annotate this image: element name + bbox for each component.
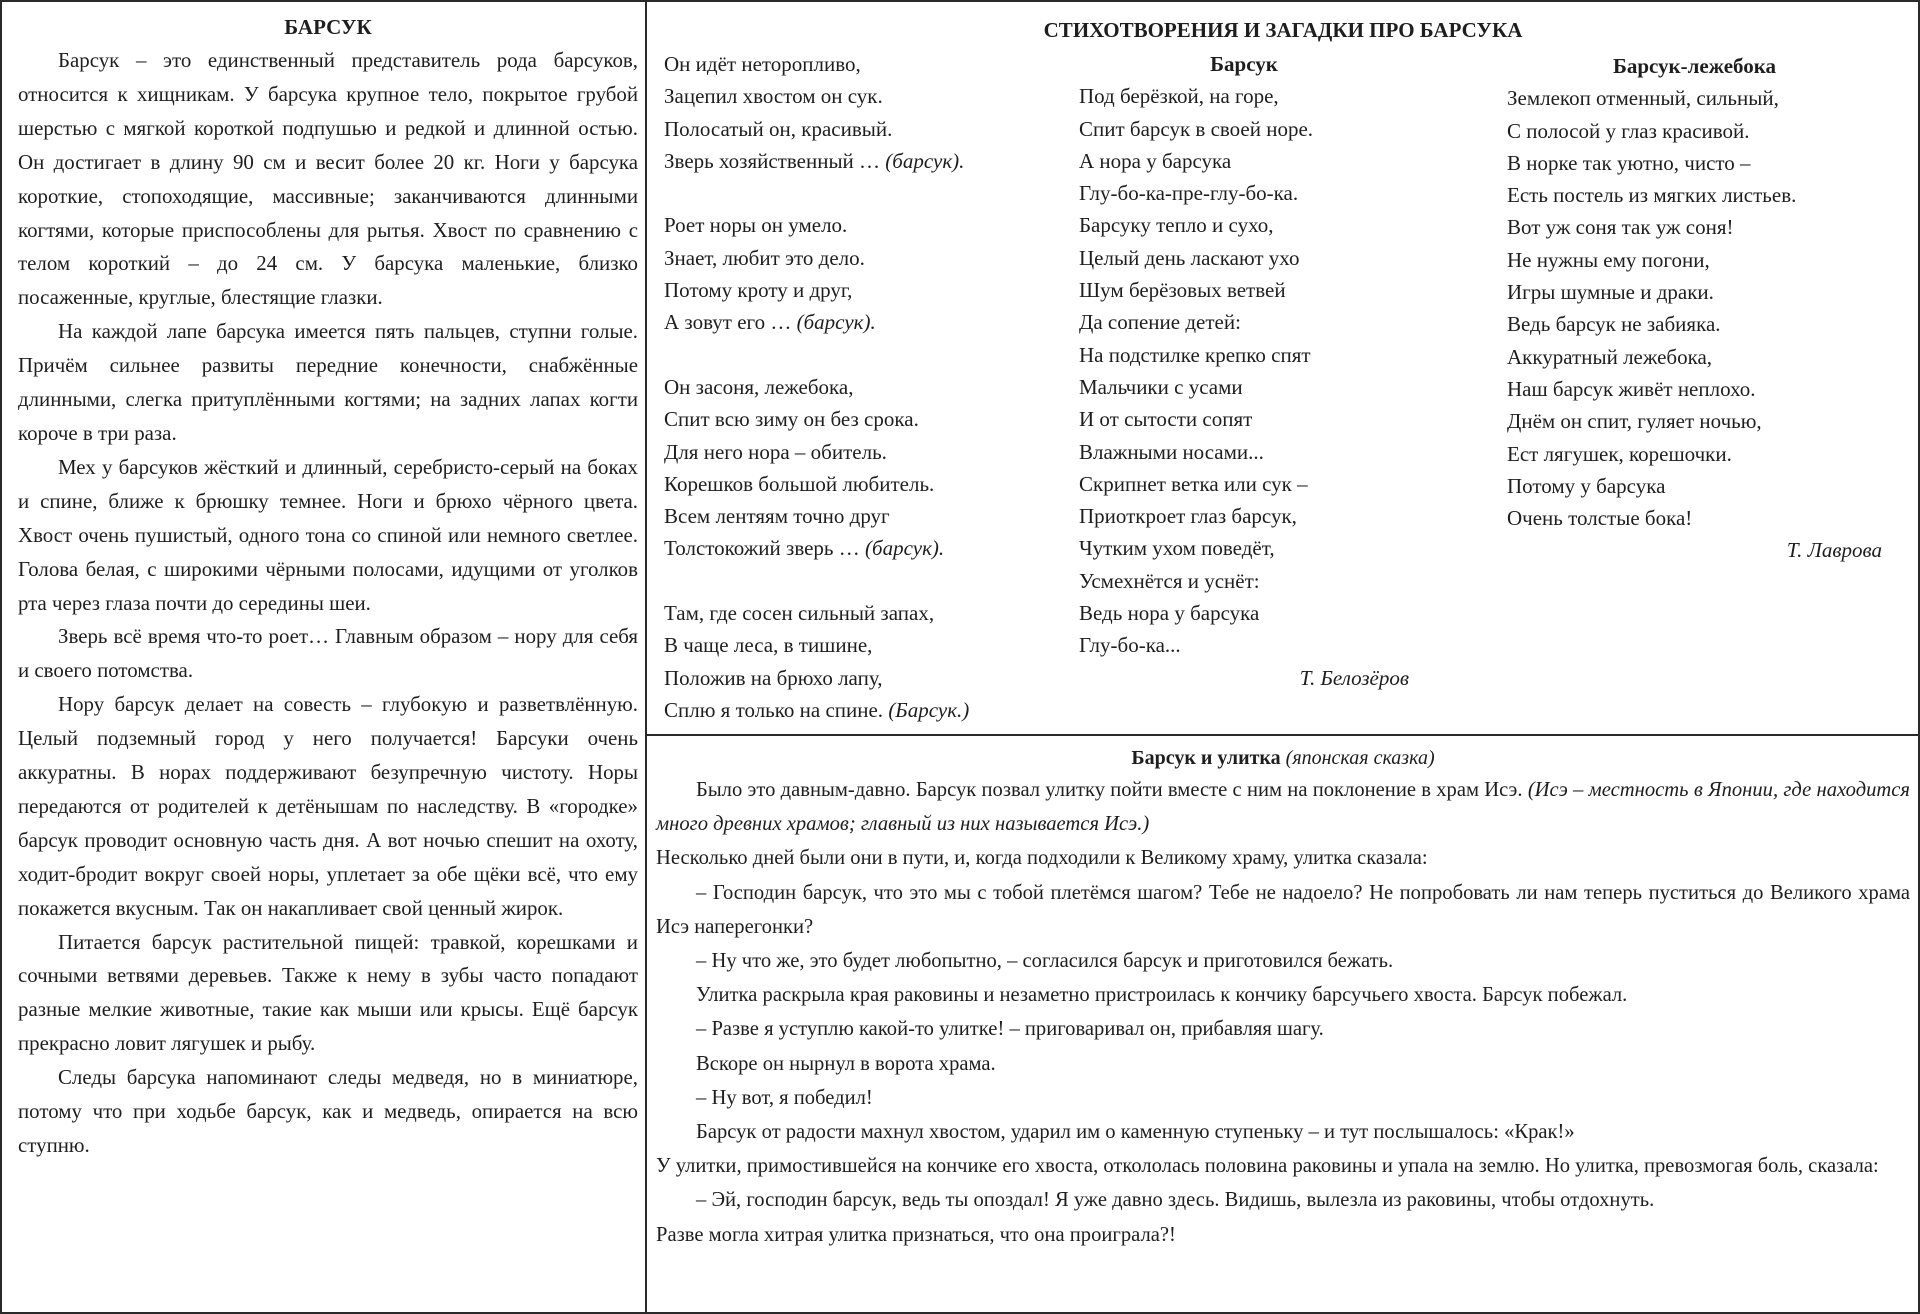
riddle-line: Корешков большой любитель. (664, 471, 935, 496)
article-paragraph: Барсук – это единственный представитель рода барсуков, относится к хищникам. У барсука крупное тело, покрытое грубой шерстью с мягкой короткой подпушью и редкой и длинной остью. Он достигает в длину 90 см и весит более 20 кг. Ноги у барсука короткие, стопоходящие, массивные; заканчиваются длинными когтями, которые приспособлены для рытья. Хвост по сравнению с телом короткий – до 24 см. У барсука маленькие, близко посаженные, круглые, блестящие глазки. (18, 48, 638, 310)
poem-line: Целый день ласкают ухо (1079, 245, 1300, 270)
poem-line: Скрипнет ветка или сук – (1079, 471, 1308, 496)
riddle-line: Роет норы он умело. (664, 213, 848, 238)
poem-line: Спит барсук в своей норе. (1079, 116, 1314, 141)
riddle (664, 209, 1044, 338)
poem-title: Барсук (1210, 52, 1278, 76)
riddle-line: Всем лентяям точно друг (664, 504, 890, 529)
poem-line: Днём он спит, гуляет ночью, (1507, 409, 1762, 434)
stanza-gap (664, 565, 1044, 597)
tale-heading (656, 743, 1910, 773)
riddle-line: Спит всю зиму он без срока. (664, 407, 919, 432)
riddle-line: Для него нора – обитель. (664, 439, 887, 464)
tale-subtitle: (японская сказка) (1285, 747, 1435, 769)
riddle-line-text: А зовут его … (664, 310, 792, 335)
poem-line: А нора у барсука (1079, 148, 1232, 173)
poem-barsuk-lezheboka (1507, 50, 1882, 567)
poem-author: Т. Лаврова (1786, 538, 1882, 563)
tale-text: Было это давным-давно. Барсук позвал улитку пойти вместе с ним на поклонение в храм Исэ. (696, 779, 1523, 801)
riddle-answer: (барсук). (885, 148, 965, 173)
riddle-line: Он засоня, лежебока, (664, 374, 854, 399)
tale-paragraph: Несколько дней были они в пути, и, когда подходили к Великому храму, улитка сказала: (656, 847, 1428, 870)
tale-paragraph: – Господин барсук, что это мы с тобой плетёмся шагом? Тебе не надоело? Не попробовать ли нам теперь пуститься до Великого храма Исэ наперегонки? (656, 881, 1910, 938)
stanza-gap (664, 339, 1044, 371)
riddle-line-text: Зверь хозяйственный … (664, 148, 881, 173)
tale-paragraph: У улитки, примостившейся на кончике его хвоста, откололась половина раковины и упала на землю. Но улитка, превозмогая боль, сказала: (656, 1155, 1879, 1178)
poem-line: Глу-бо-ка-пре-глу-бо-ка. (1079, 181, 1299, 206)
riddle-line: Он идёт неторопливо, (664, 52, 861, 76)
poem-author: Т. Белозёров (1299, 665, 1409, 690)
section-divider (646, 734, 1920, 736)
article-column (18, 12, 638, 1163)
riddle-answer: (барсук). (796, 310, 876, 335)
riddle-line (664, 145, 1044, 177)
riddle-line (664, 306, 1044, 338)
tale-paragraph: Барсук от радости махнул хвостом, ударил им о каменную ступеньку – и тут послышалось: «Крак!» (696, 1121, 1575, 1144)
article-paragraph: На каждой лапе барсука имеется пять пальцев, ступни голые. Причём сильнее развиты передние конечности, снабжённые длинными, слегка притуплёнными когтями; на задних лапах когти короче в три раза. (18, 319, 638, 445)
article-paragraph: Питается барсук растительной пищей: травкой, корешками и сочными ветвями деревьев. Также к нему в зубы часто попадают разные мелкие животные, такие как мыши или крысы. Ещё барсук прекрасно ловит лягушек и рыбу. (18, 929, 638, 1056)
riddle-line (664, 532, 1044, 564)
tale-title: Барсук и улитка (1131, 747, 1281, 769)
poem-line: Потому у барсука (1507, 473, 1666, 498)
poem-line: Шум берёзовых ветвей (1079, 278, 1286, 303)
riddle-line (664, 694, 1044, 726)
poem-line: Землекоп отменный, сильный, (1507, 86, 1779, 111)
article-paragraph: Нору барсук делает на совесть – глубокую и разветвлённую. Целый подземный город у него получается! Барсуки очень аккуратны. В норах поддерживают безупречную чистоту. Норы передаются от родителей к детёнышам по наследству. В «городке» барсук проводит основную часть дня. А вот ночью спешит на охоту, ходит-бродит вокруг своей норы, уплетает за обе щёки всё, что ему покажется вкусным. Так он накапливает свой ценный жирок. (18, 692, 638, 920)
article-paragraph: Мех у барсуков жёсткий и длинный, серебристо-серый на боках и спине, ближе к брюшку темнее. Ноги и брюхо чёрного цвета. Хвост очень пушистый, одного тона со спиной или немного светлее. Голова белая, с широкими чёрными полосами, идущими от уголков рта через глаза почти до середины шеи. (18, 454, 638, 615)
poem-line: На подстилке крепко спят (1079, 342, 1311, 367)
poem-line: Усмехнётся и уснёт: (1079, 568, 1260, 593)
tale-paragraph: – Ну вот, я победил! (696, 1086, 873, 1109)
poem-line: Ведь барсук не забияка. (1507, 312, 1721, 337)
riddle-answer: (Барсук.) (888, 697, 970, 722)
riddle-line-text: Толстокожий зверь … (664, 536, 860, 561)
poem-line: Вот уж соня так уж соня! (1507, 215, 1734, 240)
poem-line: Да сопение детей: (1079, 310, 1241, 335)
riddle-line: В чаще леса, в тишине, (664, 633, 873, 658)
riddle (664, 371, 1044, 565)
poem-line: Мальчики с усами (1079, 374, 1243, 399)
poem-line: Приоткроет глаз барсук, (1079, 504, 1297, 529)
poem-barsuk (1079, 48, 1409, 694)
poem-line: Наш барсук живёт неплохо. (1507, 376, 1756, 401)
poem-line: Барсуку тепло и сухо, (1079, 213, 1274, 238)
tale-paragraph: – Ну что же, это будет любопытно, – согласился барсук и приготовился бежать. (696, 950, 1394, 973)
poem-line: И от сытости сопят (1079, 407, 1253, 432)
article-paragraph: Следы барсука напоминают следы медведя, но в миниатюре, потому что при ходьбе барсук, как и медведь, опирается на всю ступню. (18, 1065, 638, 1157)
riddle-line: Полосатый он, красивый. (664, 116, 893, 141)
poem-line: В норке так уютно, чисто – (1507, 150, 1751, 175)
poem-line: Игры шумные и драки. (1507, 280, 1714, 305)
poem-line: Под берёзкой, на горе, (1079, 84, 1279, 109)
riddle (664, 597, 1044, 726)
tale-paragraph: Улитка раскрыла края раковины и незаметно пристроилась к кончику барсучьего хвоста. Барсук побежал. (696, 984, 1628, 1007)
tale-paragraph (656, 773, 1910, 841)
article-title: БАРСУК (284, 15, 372, 39)
column-divider (645, 0, 647, 1314)
poem-title: Барсук-лежебока (1612, 54, 1777, 78)
poem-line: Очень толстые бока! (1507, 506, 1693, 531)
tale-paragraph: – Разве я уступлю какой-то улитке! – приговаривал он, прибавляя шагу. (696, 1018, 1324, 1041)
poem-line: Не нужны ему погони, (1507, 247, 1710, 272)
stanza-gap (664, 177, 1044, 209)
poem-line: Ест лягушек, корешочки. (1507, 441, 1732, 466)
riddle-line: Знает, любит это дело. (664, 245, 865, 270)
tale-paragraph: Вскоре он нырнул в ворота храма. (696, 1052, 996, 1075)
poem-line: Чутким ухом поведёт, (1079, 536, 1275, 561)
tale-note: (Исэ – местность в Японии, где находится много древних храмов; главный из них называется Исэ.) (656, 779, 1910, 836)
poem-line: Аккуратный лежебока, (1507, 344, 1713, 369)
riddles-column (664, 48, 1044, 726)
riddle-line: Там, где сосен сильный запах, (664, 601, 935, 626)
poem-line: Ведь нора у барсука (1079, 601, 1260, 626)
riddle-line: Положив на брюхо лапу, (664, 665, 883, 690)
poem-line: Есть постель из мягких листьев. (1507, 183, 1797, 208)
riddle-line: Потому кроту и друг, (664, 278, 853, 303)
tale-paragraph: – Эй, господин барсук, ведь ты опоздал! Я уже давно здесь. Видишь, вылезла из раковины, чтобы отдохнуть. (696, 1189, 1655, 1212)
poem-line: Влажными носами... (1079, 439, 1264, 464)
riddle (664, 48, 1044, 177)
tale-paragraph: Разве могла хитрая улитка признаться, что она проиграла?! (656, 1223, 1176, 1246)
article-paragraph: Зверь всё время что-то роет… Главным образом – нору для себя и своего потомства. (18, 624, 638, 683)
riddle-line: Зацепил хвостом он сук. (664, 84, 883, 109)
riddle-line-text: Сплю я только на спине. (664, 697, 884, 722)
poems-section-title: СТИХОТВОРЕНИЯ И ЗАГАДКИ ПРО БАРСУКА (1043, 18, 1523, 42)
poem-line: С полосой у глаз красивой. (1507, 118, 1750, 143)
poem-line: Глу-бо-ка... (1079, 633, 1181, 658)
tale-section (656, 743, 1910, 1252)
riddle-answer: (барсук). (865, 536, 945, 561)
